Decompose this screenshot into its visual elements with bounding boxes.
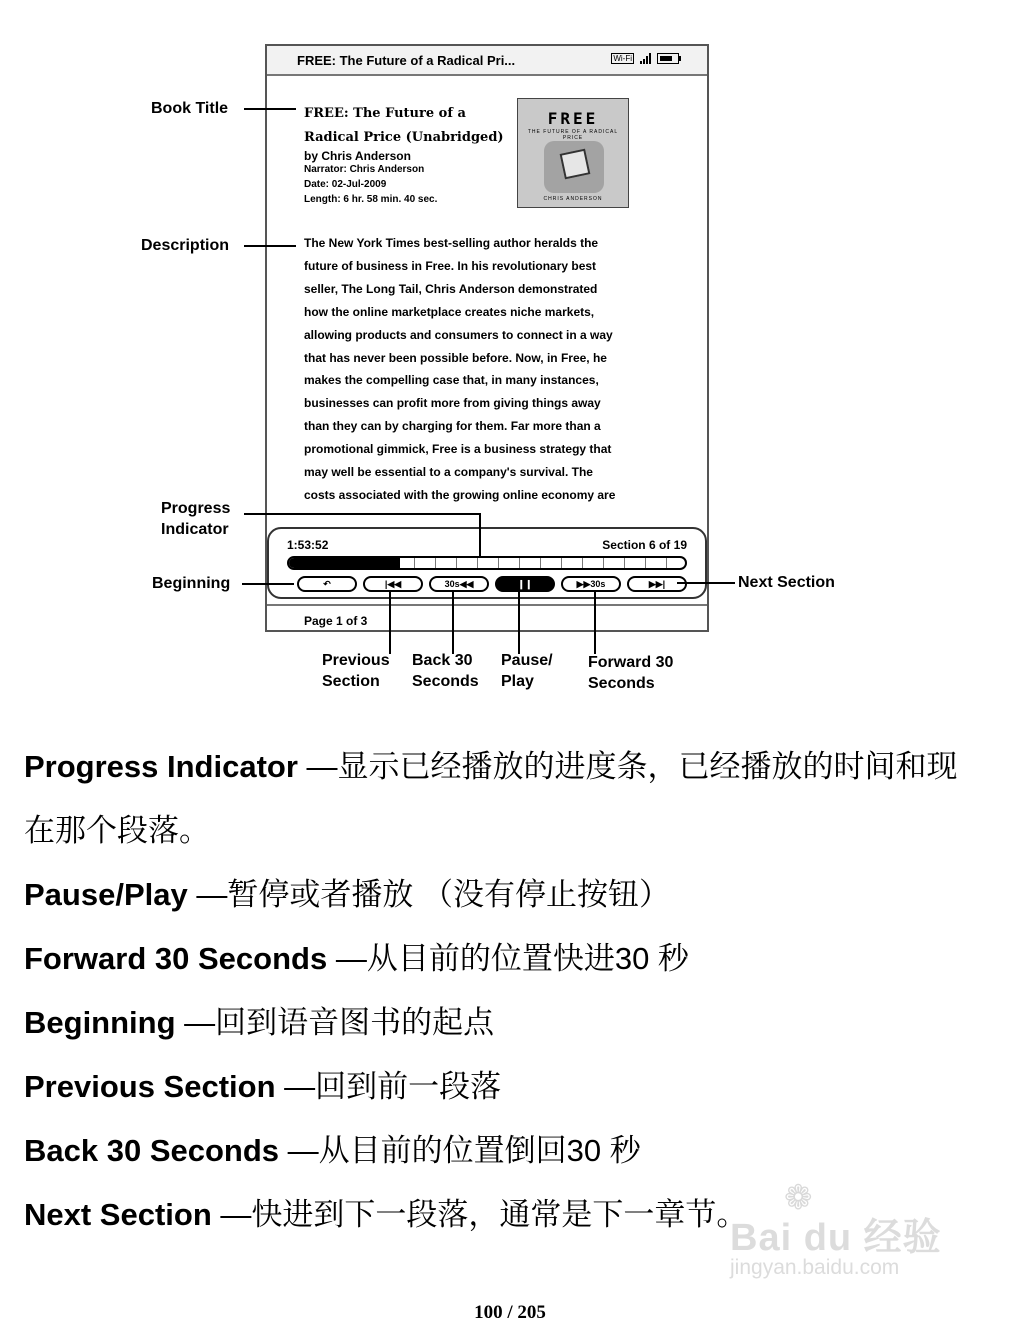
- explanation-item: [24, 876, 670, 914]
- explanation-text: —快进到下一段落，通常是下一章节。: [211, 1197, 748, 1232]
- callout-book-title: Book Title: [151, 100, 229, 117]
- watermark-brand: Bai du 经验: [730, 1217, 942, 1259]
- callout-forward-line1: Forward 30: [588, 654, 674, 671]
- paw-icon: ❁: [784, 1179, 813, 1217]
- elapsed-time: 1:53:52: [287, 538, 329, 552]
- leader-line-progress-v: [479, 513, 481, 557]
- forward-30-seconds-button[interactable]: ▶▶30s: [561, 576, 621, 592]
- status-bar: [267, 46, 707, 76]
- next-section-button[interactable]: ▶▶|: [627, 576, 687, 592]
- section-indicator: Section 6 of 19: [602, 538, 687, 552]
- book-description: The New York Times best-selling author heralds the future of business in Free. In his revolutionary best seller, The Long Tail, Chris Anderson demonstrated how the online marketplace creates niche markets, allowing products and consumers to connect in a way that has never been possible before. Now, in Free, he makes the compelling case that, in many instances, businesses can profit more from giving things away than they can by charging for them. Far more than a promotional gimmick, Free is a business strategy that may well be essential to a company's survival. The costs associated with the growing online economy are: [304, 236, 616, 502]
- book-cover-image: [517, 98, 629, 208]
- leader-line-forward30: [594, 590, 596, 654]
- explanation-term: Pause/Play: [24, 877, 188, 912]
- explanation-term: Next Section: [24, 1197, 212, 1232]
- leader-line-back30: [452, 590, 454, 654]
- explanation-item: [24, 940, 689, 978]
- kindle-screen: [265, 44, 709, 632]
- explanation-continuation: 在那个段落。: [24, 813, 210, 848]
- explanation-term: Beginning: [24, 1005, 176, 1040]
- baidu-watermark: [730, 1178, 970, 1288]
- wifi-icon: Wi-Fi: [613, 54, 632, 63]
- leader-line-book-title: [244, 108, 296, 110]
- callout-description: Description: [141, 237, 230, 254]
- leader-line-previous: [389, 590, 391, 654]
- cover-author: CHRIS ANDERSON: [543, 196, 603, 202]
- callout-pause-line1: Pause/: [501, 652, 553, 669]
- playback-controls: [297, 576, 687, 592]
- explanation-item: [24, 1004, 494, 1042]
- callout-previous-line1: Previous: [322, 652, 390, 669]
- book-title: FREE: The Future of a Radical Price (Unabridged): [304, 106, 504, 145]
- explanation-item: [24, 1196, 747, 1234]
- callout-forward-line2: Seconds: [588, 675, 655, 692]
- book-date: Date: 02-Jul-2009: [304, 179, 387, 190]
- battery-icon: [657, 53, 679, 64]
- explanation-term: Previous Section: [24, 1069, 276, 1104]
- explanation-text: —从目前的位置快进30 秒: [327, 941, 689, 976]
- leader-line-next-section: [677, 582, 735, 584]
- cover-subtitle: THE FUTURE OF A RADICAL PRICE: [527, 129, 619, 141]
- leader-line-beginning: [242, 583, 294, 585]
- price-tag-icon: [560, 149, 591, 180]
- explanation-text: —从目前的位置倒回30 秒: [279, 1133, 641, 1168]
- page-number: 100 / 205: [474, 1302, 546, 1323]
- book-length: Length: 6 hr. 58 min. 40 sec.: [304, 194, 438, 205]
- explanation-item: [24, 1068, 501, 1106]
- book-author: by Chris Anderson: [304, 149, 411, 163]
- explanation-term: Forward 30 Seconds: [24, 941, 328, 976]
- callout-next-section: Next Section: [738, 574, 835, 591]
- explanation-text: —回到语音图书的起点: [175, 1005, 495, 1040]
- footer-divider: [267, 604, 707, 606]
- explanation-text: —回到前一段落: [275, 1069, 502, 1104]
- explanation-text: —暂停或者播放 （没有停止按钮）: [187, 877, 670, 912]
- explanation-item: [24, 748, 958, 786]
- callout-beginning: Beginning: [152, 575, 231, 592]
- leader-line-pause: [518, 590, 520, 654]
- leader-line-progress-h: [244, 513, 480, 515]
- beginning-button[interactable]: ↶: [297, 576, 357, 592]
- explanation-term: Back 30 Seconds: [24, 1133, 280, 1168]
- pause-play-button[interactable]: ❙❙: [495, 576, 555, 592]
- leader-line-description: [244, 245, 296, 247]
- signal-icon: [640, 53, 651, 64]
- explanation-item: [24, 1132, 641, 1170]
- cover-title: FREE: [547, 109, 599, 128]
- back-30-seconds-button[interactable]: 30s◀◀: [429, 576, 489, 592]
- progress-indicator[interactable]: [287, 556, 687, 570]
- progress-fill: [289, 558, 400, 568]
- callout-previous-line2: Section: [322, 673, 380, 690]
- callout-back30-line2: Seconds: [412, 673, 479, 690]
- callout-progress-line1: Progress: [161, 500, 231, 517]
- callout-pause-line2: Play: [501, 673, 534, 690]
- header-title: FREE: The Future of a Radical Pri...: [297, 53, 516, 68]
- explanation-term: Progress Indicator: [24, 749, 298, 784]
- device-page-number: Page 1 of 3: [304, 614, 368, 628]
- previous-section-button[interactable]: |◀◀: [363, 576, 423, 592]
- book-narrator: Narrator: Chris Anderson: [304, 164, 425, 175]
- callout-progress-line2: Indicator: [161, 521, 229, 538]
- status-icons: [611, 53, 679, 64]
- watermark-url: jingyan.baidu.com: [730, 1256, 900, 1279]
- callout-back30-line1: Back 30: [412, 652, 473, 669]
- explanation-text: —显示已经播放的进度条，已经播放的时间和现: [297, 749, 958, 784]
